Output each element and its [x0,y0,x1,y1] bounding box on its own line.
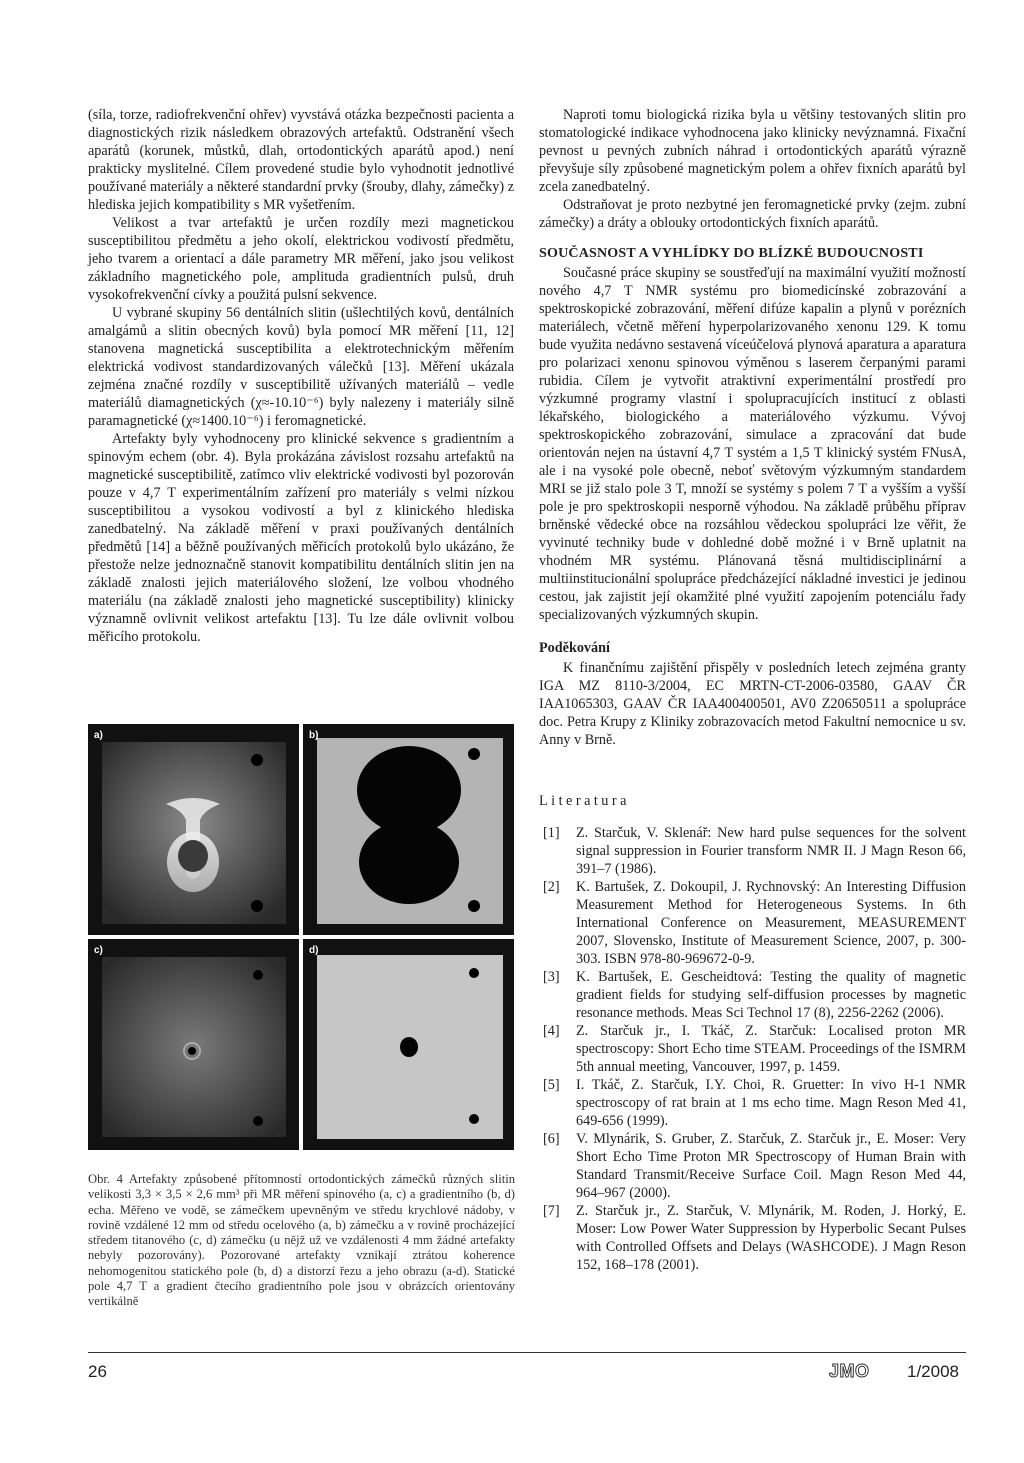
reference-text: Z. Starčuk, V. Sklenář: New hard pulse sequences for the solvent signal suppression in Fourier transform NMR II. J Magn Reson 66, 391–7 (1986). [576,825,966,877]
paragraph: Odstraňovat je proto nezbytné jen feromagnetické prvky (zejm. zubní zámečky) a dráty a oblouky ortodontických fixních aparátů. [539,197,966,231]
paragraph: (síla, torze, radiofrekvenční ohřev) vyvstává otázka bezpečnosti pacienta a diagnostických rizik následkem obrazových artefaktů. Odstranění všech aparátů (korunek, můstků, dlah, ortodontických aparátů apod.) není prakticky myslitelné. Cílem provedené studie bylo vyhodnotit jednotlivé používané materiály a některé standardní prvky (šrouby, dlahy, zámečky) z hlediska jejich kompatibility s MR vyšetřením. [88,107,514,213]
panel-label: b) [309,730,319,741]
reference-number: [7] [543,1203,560,1219]
issue-number: 1/2008 [907,1362,959,1381]
reference-text: V. Mlynárik, S. Gruber, Z. Starčuk, Z. Starčuk jr., E. Moser: Very Short Echo Time Proton MR Spectroscopy of Human Brain with Standard Transmit/Receive Surface Coil. Magn Reson Med 44, 964–967 (2000). [576,1131,966,1201]
reference-item [539,1202,966,1274]
reference-item [539,1022,966,1076]
reference-number: [3] [543,969,560,985]
paragraph: Naproti tomu biologická rizika byla u většiny testovaných slitin pro stomatologické indikace vyhodnocena jako klinicky nevýznamná. Fixační pevnost u pevných zubních náhrad i ortodontických aparátů výrazně převyšuje síly způsobené magnetickým polem a ohřev fixních aparátů byl zcela zanedbatelný. [539,107,966,195]
journal-logo: JMO [829,1361,870,1381]
reference-item [539,1130,966,1202]
paragraph: Artefakty byly vyhodnoceny pro klinické sekvence s gradientním a spinovým echem (obr. 4). Byla prokázána závislost rozsahu artefaktů na magnetické susceptibilitě, zatímco vliv elektrické vodivosti byl pozorován pouze v 4,7 T experimentálním zařízení pro materiály s velmi nízkou susceptibilitou a vysokou vodivostí a byl z klinického hlediska zanedbatelný. Na základě měření v praxi používaných dentálních předmětů [14] a běžně používaných měřicích protokolů bylo ukázáno, že přestože nelze jednoznačně stanovit kompatibilitu dentálních slitin jen na základě znalosti jejich materiálového složení, lze volbou vhodného materiálu (na základě znalosti jeho magnetické susceptibility) klinicky významně ovlivnit velikost artefaktu [13]. Tu lze dále ovlivnit volbou měřicího protokolu. [88,431,514,645]
reference-item [539,1076,966,1130]
mri-image-b [303,724,514,935]
paragraph: Současné práce skupiny se soustřeďují na maximální využití možností nového 4,7 T NMR systému pro biomedicínské zobrazování a spektroskopické zobrazování, měření difúze kapalin a plynů v porézních materiálech, včetně měření hyperpolarizovaného xenonu 129. K tomu bude využita nedávno sestavená víceúčelová plynová aparatura a aparatura pro polarizaci xenonu spinovou výměnou s laserem čerpanými parami rubidia. Cílem je vytvořit atraktivní experimentální prostředí pro výzkumné programy vlastní i spolupracujících institucí z oblasti lékařského, biologického a materiálového výzkumu. Vývoj spektroskopického zobrazování, simulace a zpracování dat bude orientován nejen na ústavní 4,7 T systém a 1,5 T klinický systém FNusA, ale i na vysoké pole obecně, neboť světovým výzkumným standardem MRI se již stalo pole 3 T, množí se systémy s polem 7 T a vyšším a vyšší pole je pro spektroskopii nesporně výhodou. Na základě průběhu příprav brněnské vědecké obce na rozsáhlou vědeckou spolupráci lze věřit, že vyvinuté techniky bude v dohledné době možné i v Brně uplatnit na vhodném MR systému. Plánovaná těsná multidisciplinární a multiinstitucionální spolupráce předcházející nákladné investici je jedinou cestou, jak zajistit její okamžité plné využití zapojením potenciálu řady specializovaných výzkumných skupin. [539,265,966,623]
panel-label: c) [94,945,103,956]
reference-number: [5] [543,1077,560,1093]
reference-number: [4] [543,1023,560,1039]
mri-image-a [88,724,299,935]
right-column [539,106,966,1274]
figure-panel-c [88,939,299,1150]
reference-text: Z. Starčuk jr., Z. Starčuk, V. Mlynárik, M. Roden, J. Horký, E. Moser: Low Power Water Suppression by Hyperbolic Secant Pulses with Controlled Offsets and Delays (WASHCODE). J Magn Reson 152, 168–178 (2001). [576,1203,966,1273]
reference-text: K. Bartušek, Z. Dokoupil, J. Rychnovský: An Interesting Diffusion Measurement Method for Heterogeneous Systems. In 6th International Conference on Measurement, MEASUREMENT 2007, Slovensko, Institute of Measurement Science, 2007, p. 300-303. ISBN 978-80-969672-0-9. [576,879,966,967]
panel-label: d) [309,945,319,956]
mri-image-c [88,939,299,1150]
figure-caption: Obr. 4 Artefakty způsobené přítomností ortodontických zámečků různých slitin velikosti 3,3 × 3,5 × 2,6 mm³ při MR měření spinového (a, c) a gradientního (b, d) echa. Měřeno ve vodě, se zámečkem upevněným ve středu krychlové nádoby, v rovině vzdálené 12 mm od středu ocelového (a, b) zámečku a v rovině procházející středem titanového (c, d) zámečku (u nějž už ve vzdálenosti 4 mm žádné artefakty nebyly pozorovány). Pozorované artefakty vznikají ztrátou koherence nehomogenitou statického pole (b, d) a distorzí řezu a jeho obrazu (a-d). Statické pole 4,7 T a gradient čtecího gradientního pole jsou v obrázcích orientovány vertikálně [88,1172,515,1309]
reference-item [539,824,966,878]
reference-number: [6] [543,1131,560,1147]
left-column [88,106,514,646]
reference-number: [2] [543,879,560,895]
figure-4 [88,724,515,1151]
footer-divider [88,1352,966,1353]
paragraph: U vybrané skupiny 56 dentálních slitin (ušlechtilých kovů, dentálních amalgámů a slitin obecných kovů) byla pomocí MR měření [11, 12] stanovena magnetická susceptibilita a elektrotechnickým měřením elektrická vodivost standardizovaných válečků [13]. Měření ukázala zejména značné rozdíly v susceptibilitě užívaných materiálů – vedle materiálů diamagnetických (χ≈-10.10⁻⁶) byly nalezeny i materiály silně paramagnetické (χ≈1400.10⁻⁶) i feromagnetické. [88,305,514,429]
figure-panel-b [303,724,514,935]
reference-item [539,878,966,968]
mri-image-d [303,939,514,1150]
reference-list [539,824,966,1274]
section-heading: SOUČASNOST A VYHLÍDKY DO BLÍZKÉ BUDOUCNOSTI [539,246,924,261]
page-number: 26 [88,1362,107,1381]
reference-text: K. Bartušek, E. Gescheidtová: Testing the quality of magnetic gradient fields for studying self-diffusion processes by magnetic resonance methods. Meas Sci Technol 17 (8), 2256-2262 (2006). [576,969,966,1021]
reference-text: I. Tkáč, Z. Starčuk, I.Y. Choi, R. Gruetter: In vivo H-1 NMR spectroscopy of rat brain at 1 ms echo time. Magn Reson Med 41, 649-656 (1999). [576,1077,966,1129]
literature-title: Literatura [539,793,630,809]
paragraph: Velikost a tvar artefaktů je určen rozdíly mezi magnetickou susceptibilitou předmětu a jeho okolí, elektrickou vodivostí předmětu, jeho tvarem a orientací a dále parametry MR měření, jako jsou velikost základního magnetického pole, amplituda gradientních pulsů, druh vysokofrekvenční cívky a použitá pulsní sekvence. [88,215,514,303]
reference-item [539,968,966,1022]
reference-text: Z. Starčuk jr., I. Tkáč, Z. Starčuk: Localised proton MR spectroscopy: Short Echo time STEAM. Proceedings of the ISMRM 5th annual meeting, Vancouver, 1997, p. 1459. [576,1023,966,1075]
acknowledgement-title: Poděkování [539,640,610,656]
figure-panel-a [88,724,299,935]
reference-number: [1] [543,825,560,841]
panel-label: a) [94,730,103,741]
figure-panel-d [303,939,514,1150]
acknowledgement-text: K finančnímu zajištění přispěly v posledních letech zejména granty IGA MZ 8110-3/2004, EC MRTN-CT-2006-03580, GAAV ČR IAA1065303, GAAV ČR IAA400400501, AV0 Z20650511 a spolupráce doc. Petra Krupy z Kliniky zobrazovacích metod Fakultní nemocnice u sv. Anny v Brně. [539,660,966,748]
